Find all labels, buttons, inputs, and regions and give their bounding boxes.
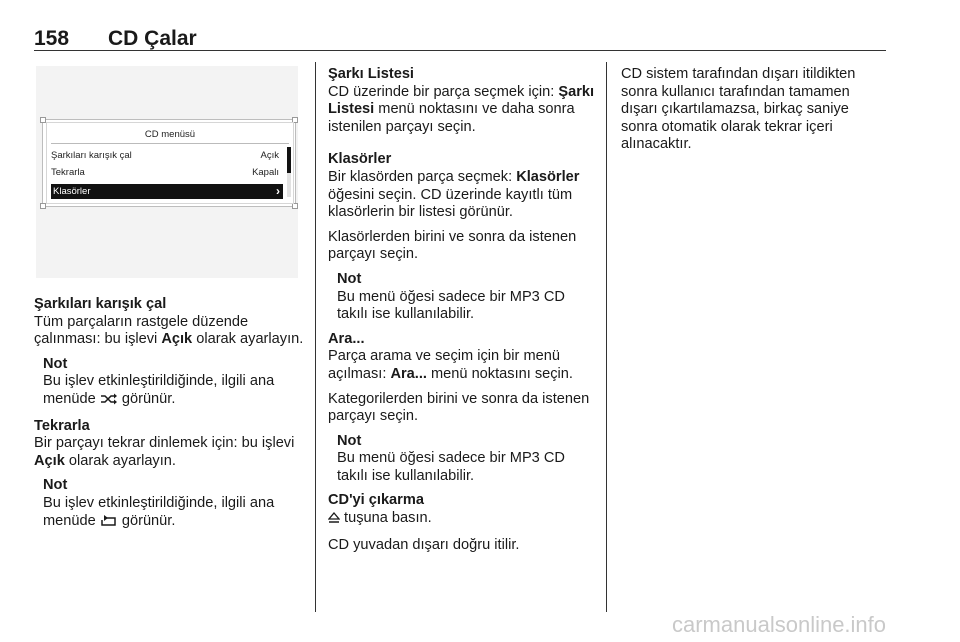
column-2 bbox=[328, 66, 598, 561]
page-number: 158 bbox=[34, 27, 70, 50]
note-title: Not bbox=[43, 355, 68, 372]
folders-paragraph-2: Klasörlerden birini ve sonra da istenen parçayı seçin. bbox=[328, 228, 577, 263]
note-title: Not bbox=[43, 477, 68, 494]
note-title: Not bbox=[337, 270, 362, 287]
page-header bbox=[34, 28, 886, 48]
note bbox=[337, 433, 598, 486]
shuffle-heading: Şarkıları karışık çal bbox=[34, 296, 167, 312]
text: olarak ayarlayın. bbox=[192, 331, 304, 348]
text: Bir klasörden parça seçmek: bbox=[328, 168, 517, 185]
note-text: görünür. bbox=[117, 512, 176, 529]
cd-menu-figure bbox=[36, 66, 298, 278]
text: tuşuna basın. bbox=[340, 510, 432, 527]
text: menü noktasını seçin. bbox=[426, 365, 573, 382]
note-text: Bu işlev etkinleştirildiğinde, ilgili ana menüde bbox=[43, 494, 275, 529]
menu-row-folders[interactable] bbox=[51, 184, 283, 199]
screen-title: CD menüsü bbox=[144, 129, 196, 140]
text: Tüm parçaların rastgele düzende çalınması: bu işlevi bbox=[34, 313, 249, 348]
column-divider-1 bbox=[315, 62, 316, 612]
note-text: Bu menü öğesi sadece bir MP3 CD takılı ise kullanılabilir. bbox=[337, 288, 565, 323]
repeat-heading: Tekrarla bbox=[34, 417, 90, 434]
column-3 bbox=[621, 66, 887, 161]
bold-term: Açık bbox=[34, 452, 65, 469]
text: öğesini seçin. CD üzerinde kayıtlı tüm klasörlerin bir listesi görünür. bbox=[328, 186, 573, 221]
menu-row-label: Şarkıları karışık çal bbox=[51, 150, 132, 161]
eject-icon bbox=[328, 512, 340, 530]
watermark: carmanualsonline.info bbox=[672, 612, 887, 637]
search-heading: Ara... bbox=[328, 330, 365, 347]
menu-row-value: Açık bbox=[260, 150, 279, 161]
eject-paragraph-2: CD yuvadan dışarı doğru itilir. bbox=[328, 536, 520, 553]
search-paragraph-2: Kategorilerden birini ve sonra da istenen parçayı seçin. bbox=[328, 390, 590, 425]
bold-term: Şarkı Listesi bbox=[328, 83, 595, 118]
screen-divider bbox=[51, 143, 289, 144]
note bbox=[43, 477, 304, 532]
note-title: Not bbox=[337, 432, 362, 449]
shuffle-icon bbox=[100, 393, 118, 411]
folders-paragraph bbox=[328, 169, 598, 222]
text: olarak ayarlayın. bbox=[64, 452, 176, 469]
eject-heading: CD'yi çıkarma bbox=[328, 492, 424, 509]
scroll-thumb[interactable] bbox=[287, 147, 291, 173]
bold-term: Klasörler bbox=[516, 168, 580, 185]
folders-heading: Klasörler bbox=[328, 151, 392, 168]
search-paragraph bbox=[328, 348, 598, 383]
chevron-right-icon: › bbox=[276, 184, 280, 198]
display-screen bbox=[46, 122, 294, 204]
shuffle-paragraph bbox=[34, 314, 304, 349]
bold-term: Açık bbox=[161, 331, 193, 348]
eject-paragraph bbox=[328, 510, 598, 530]
auto-retract-paragraph: CD sistem tarafından dışarı itildikten sonra kullanıcı tarafından tamamen dışarı çıkartılamazsa, birkaç saniye sonra otomatik olarak tekrar içeri alınacaktır. bbox=[621, 66, 856, 153]
note-text: görünür. bbox=[117, 390, 176, 407]
column-1 bbox=[34, 296, 304, 539]
menu-row-label: Klasörler bbox=[53, 186, 91, 197]
playlist-paragraph bbox=[328, 84, 598, 137]
menu-row-repeat[interactable] bbox=[51, 165, 283, 180]
menu-row-label: Tekrarla bbox=[51, 167, 85, 178]
note bbox=[337, 271, 598, 324]
column-divider-2 bbox=[606, 62, 607, 612]
menu-row-value: Kapalı bbox=[252, 167, 279, 178]
playlist-heading: Şarkı Listesi bbox=[328, 66, 414, 82]
text: Parça arama ve seçim için bir menü açılması: bbox=[328, 348, 560, 382]
note-text: Bu menü öğesi sadece bir MP3 CD takılı ise kullanılabilir. bbox=[337, 450, 565, 484]
text: Bir parçayı tekrar dinlemek için: bu işlevi bbox=[34, 435, 295, 452]
display-frame bbox=[42, 119, 296, 207]
repeat-icon bbox=[100, 515, 118, 533]
bold-term: Ara... bbox=[390, 365, 427, 382]
text: menü noktasını ve daha sonra istenilen parçayı seçin. bbox=[328, 101, 575, 135]
chapter-title: CD Çalar bbox=[108, 27, 197, 50]
header-rule bbox=[34, 50, 886, 51]
menu-row-shuffle[interactable] bbox=[51, 148, 283, 163]
scrollbar[interactable] bbox=[287, 147, 291, 197]
repeat-paragraph bbox=[34, 435, 304, 470]
note-text: Bu işlev etkinleştirildiğinde, ilgili ana menüde bbox=[43, 373, 275, 407]
text: CD üzerinde bir parça seçmek için: bbox=[328, 83, 559, 100]
note bbox=[43, 356, 304, 411]
